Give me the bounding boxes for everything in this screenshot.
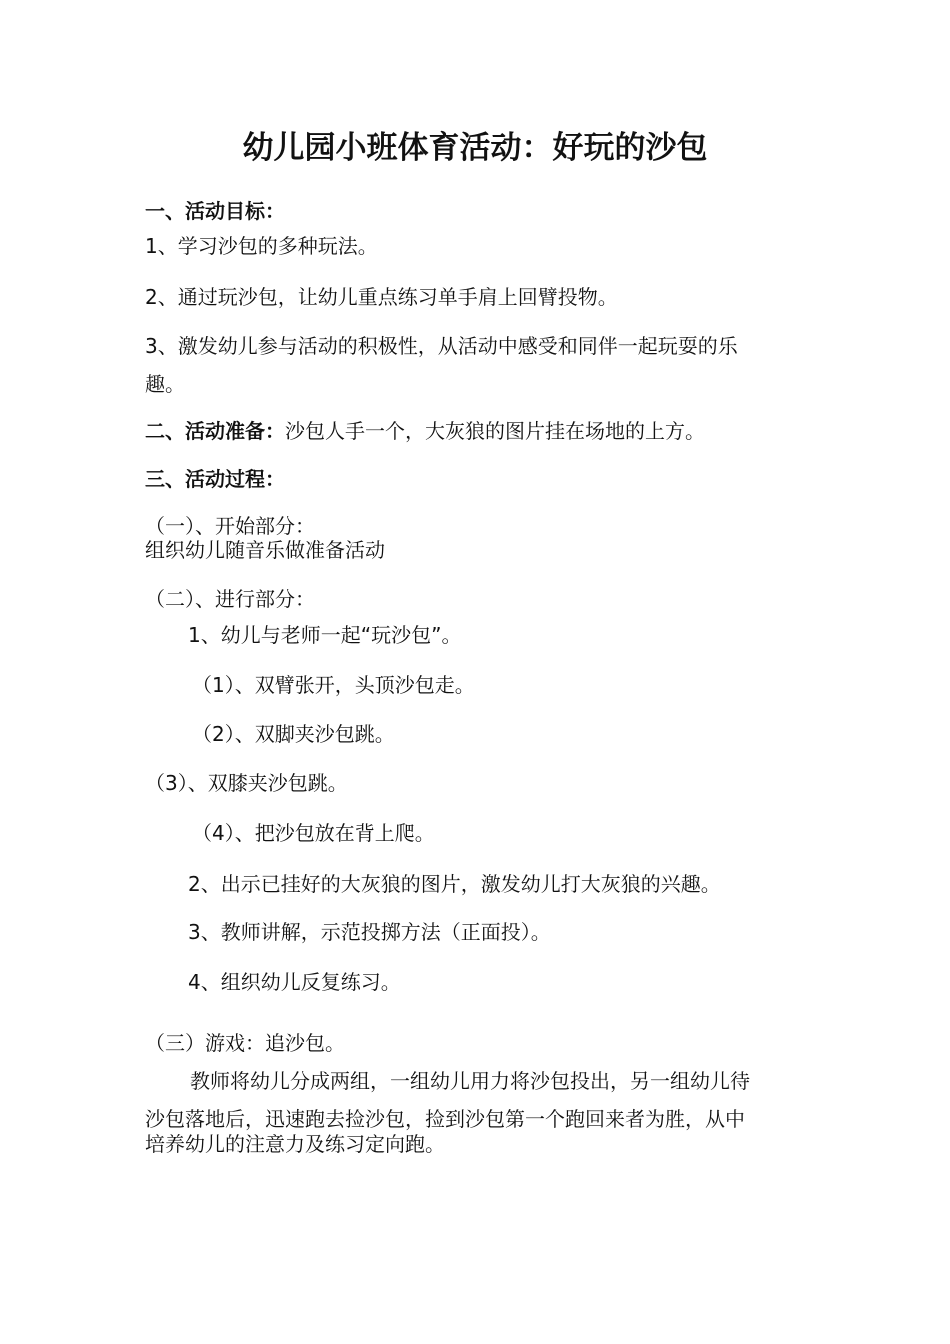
part3-heading: （三）游戏：追沙包。 bbox=[145, 1031, 345, 1055]
part2-heading: （二）、进行部分： bbox=[145, 587, 315, 611]
prep-text: 沙包人手一个，大灰狼的图片挂在场地的上方。 bbox=[285, 419, 705, 443]
goal-item-3: 3、激发幼儿参与活动的积极性，从活动中感受和同伴一起玩耍的乐 bbox=[145, 334, 738, 358]
part1-text: 组织幼儿随音乐做准备活动 bbox=[145, 538, 385, 562]
part2-item-4: 4、组织幼儿反复练习。 bbox=[188, 970, 401, 994]
part3-line-1: 教师将幼儿分成两组，一组幼儿用力将沙包投出，另一组幼儿待 bbox=[190, 1069, 750, 1093]
part1-heading: （一）、开始部分： bbox=[145, 514, 315, 538]
process-heading: 三、活动过程： bbox=[145, 467, 285, 491]
goal-item-1: 1、学习沙包的多种玩法。 bbox=[145, 234, 378, 258]
part2-sub-3: （3）、双膝夹沙包跳。 bbox=[145, 771, 348, 795]
part2-sub-4: （4）、把沙包放在背上爬。 bbox=[192, 821, 435, 845]
goals-heading: 一、活动目标： bbox=[145, 199, 285, 223]
part2-sub-2: （2）、双脚夹沙包跳。 bbox=[192, 722, 395, 746]
prep-heading: 二、活动准备： bbox=[145, 419, 285, 443]
part2-item-3: 3、教师讲解，示范投掷方法（正面投）。 bbox=[188, 920, 551, 944]
part3-line-3: 培养幼儿的注意力及练习定向跑。 bbox=[145, 1132, 445, 1156]
part2-item-2: 2、出示已挂好的大灰狼的图片，激发幼儿打大灰狼的兴趣。 bbox=[188, 872, 721, 896]
goal-item-3-cont: 趣。 bbox=[145, 372, 185, 396]
prep-line bbox=[145, 419, 705, 443]
document-title: 幼儿园小班体育活动：好玩的沙包 bbox=[242, 130, 708, 166]
goal-item-2: 2、通过玩沙包，让幼儿重点练习单手肩上回臂投物。 bbox=[145, 285, 618, 309]
part3-line-2: 沙包落地后，迅速跑去捡沙包，捡到沙包第一个跑回来者为胜，从中 bbox=[145, 1107, 745, 1131]
part2-item-1: 1、幼儿与老师一起“玩沙包”。 bbox=[188, 623, 462, 647]
part2-sub-1: （1）、双臂张开，头顶沙包走。 bbox=[192, 673, 475, 697]
